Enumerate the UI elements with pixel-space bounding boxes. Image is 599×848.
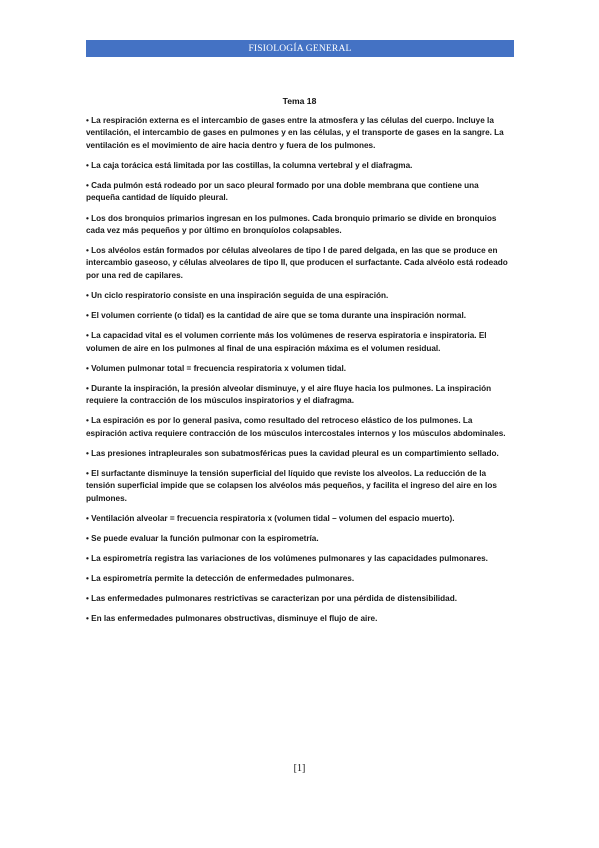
document-title: Tema 18 [282,96,317,106]
paragraph: • Volumen pulmonar total = frecuencia respiratoria x volumen tidal. [86,363,347,373]
paragraph: • El volumen corriente (o tidal) es la cantidad de aire que se toma durante una inspiración normal. [86,311,467,320]
paragraph: • Las enfermedades pulmonares restrictivas se caracterizan por una pérdida de distensibilidad. [86,594,457,604]
paragraph: • Un ciclo respiratorio consiste en una inspiración seguida de una espiración. [86,290,389,300]
header-title: FISIOLOGÍA GENERAL [248,43,352,54]
paragraph: • Las presiones intrapleurales son subatmosféricas pues la cavidad pleural es un compartimiento sellado. [86,448,499,458]
paragraph: • La respiración externa es el intercambio de gases entre la atmosfera y las células del cuerpo. Incluye la ventilación, el intercambio de gases en pulmones y en las células, y el transporte de gases en la sangre. La ventilación es el movimiento de aire hacia dentro y fuera de los pulmones. [86,116,504,150]
page-number: [1] [293,763,306,774]
header-bar [86,40,514,57]
paragraph: • La caja torácica está limitada por las costillas, la columna vertebral y el diafragma. [86,160,413,170]
content-body [86,115,514,633]
paragraph: • La espiración es por lo general pasiva, como resultado del retroceso elástico de los pulmones. La espiración activa requiere contracción de los músculos intercostales internos y los músculos abdominales. [86,416,506,438]
paragraph: • Los alvéolos están formados por células alveolares de tipo I de pared delgada, en las que se produce en intercambio gaseoso, y células alveolares de tipo II, que producen el surfactante. Cada alvéolo está rodeado por una red de capilares. [86,246,508,280]
paragraph: • Se puede evaluar la función pulmonar con la espirometría. [86,533,319,543]
paragraph: • Los dos bronquios primarios ingresan en los pulmones. Cada bronquio primario se divide en bronquios cada vez más pequeños y por último en bronquíolos colapsables. [86,213,497,235]
paragraph: • En las enfermedades pulmonares obstructivas, disminuye el flujo de aire. [86,614,378,624]
paragraph: • Cada pulmón está rodeado por un saco pleural formado por una doble membrana que contiene una pequeña cantidad de líquido pleural. [86,181,479,203]
paragraph: • La capacidad vital es el volumen corriente más los volúmenes de reserva espiratoria e inspiratoria. El volumen de aire en los pulmones al final de una espiración máxima es el volumen residual. [86,331,487,353]
paragraph: • La espirometría permite la detección de enfermedades pulmonares. [86,573,355,583]
paragraph: • La espirometría registra las variaciones de los volúmenes pulmonares y las capacidades pulmonares. [86,553,488,563]
paragraph: • Durante la inspiración, la presión alveolar disminuye, y el aire fluye hacia los pulmones. La inspiración requiere la contracción de los músculos inspiratorios y el diafragma. [86,383,492,406]
paragraph: • El surfactante disminuye la tensión superficial del líquido que reviste los alveolos. La reducción de la tensión superficial impide que se colapsen los alvéolos más pequeños, y facilita el ingreso del aire en los pulmones. [86,468,497,503]
paragraph: • Ventilación alveolar = frecuencia respiratoria x (volumen tidal – volumen del espacio muerto). [86,513,455,523]
